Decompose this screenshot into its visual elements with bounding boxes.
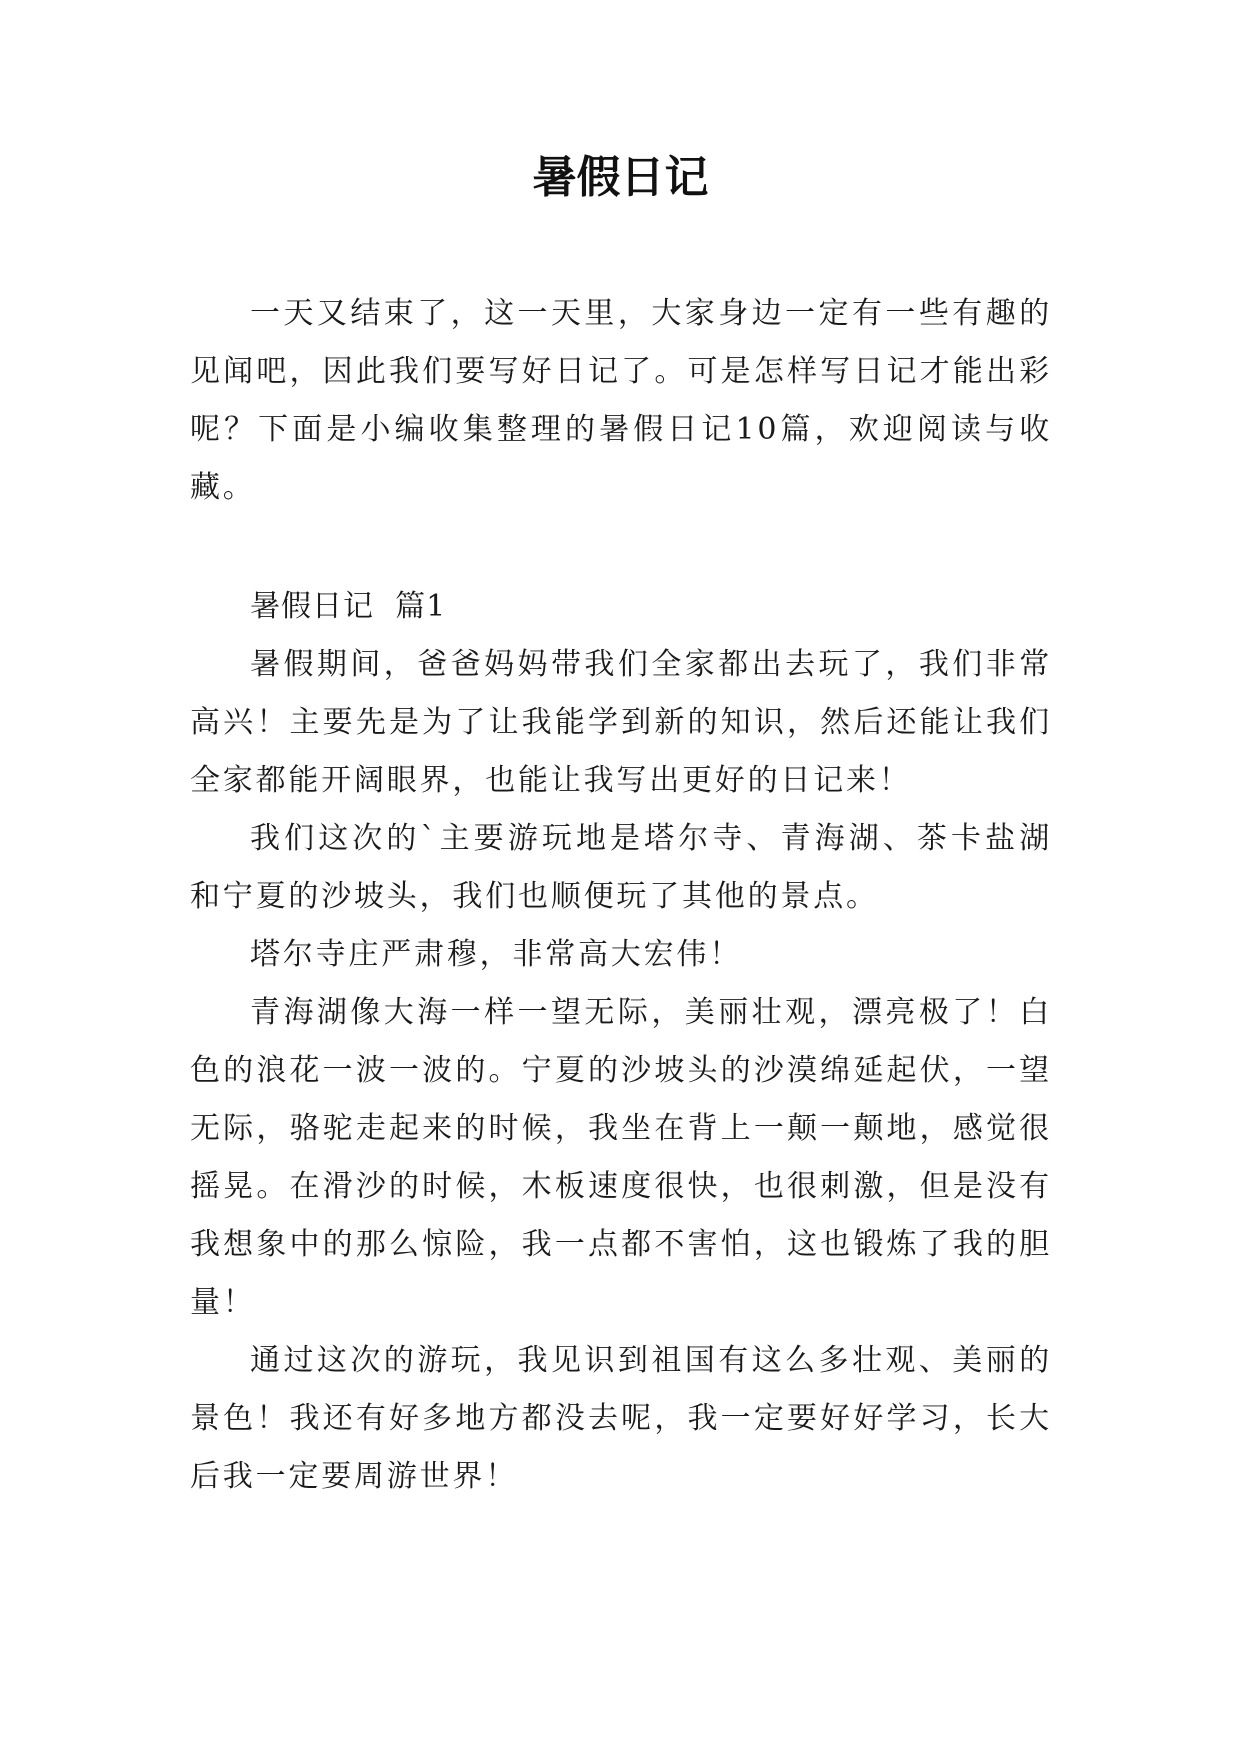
intro-section — [190, 285, 1052, 517]
diary-entry — [190, 578, 1052, 1506]
paragraph: 我们这次的`主要游玩地是塔尔寺、青海湖、茶卡盐湖和宁夏的沙坡头，我们也顺便玩了其他的景点。 — [190, 821, 1052, 914]
paragraph: 塔尔寺庄严肃穆，非常高大宏伟！ — [250, 937, 742, 972]
intro-paragraph: 一天又结束了，这一天里，大家身边一定有一些有趣的见闻吧，因此我们要写好日记了。可是怎样写日记才能出彩呢？下面是小编收集整理的暑假日记10篇，欢迎阅读与收藏。 — [190, 296, 1052, 505]
section-heading: 暑假日记 篇1 — [250, 589, 447, 624]
paragraph: 暑假期间，爸爸妈妈带我们全家都出去玩了，我们非常高兴！主要先是为了让我能学到新的知识，然后还能让我们全家都能开阔眼界，也能让我写出更好的日记来！ — [190, 647, 1052, 798]
paragraph: 青海湖像大海一样一望无际，美丽壮观，漂亮极了！白色的浪花一波一波的。宁夏的沙坡头的沙漠绵延起伏，一望无际，骆驼走起来的时候，我坐在背上一颠一颠地，感觉很摇晃。在滑沙的时候，木板速度很快，也很刺激，但是没有我想象中的那么惊险，我一点都不害怕，这也锻炼了我的胆量！ — [190, 995, 1052, 1320]
page-title: 暑假日记 — [532, 152, 709, 203]
paragraph: 通过这次的游玩，我见识到祖国有这么多壮观、美丽的景色！我还有好多地方都没去呢，我一定要好好学习，长大后我一定要周游世界！ — [190, 1343, 1052, 1494]
